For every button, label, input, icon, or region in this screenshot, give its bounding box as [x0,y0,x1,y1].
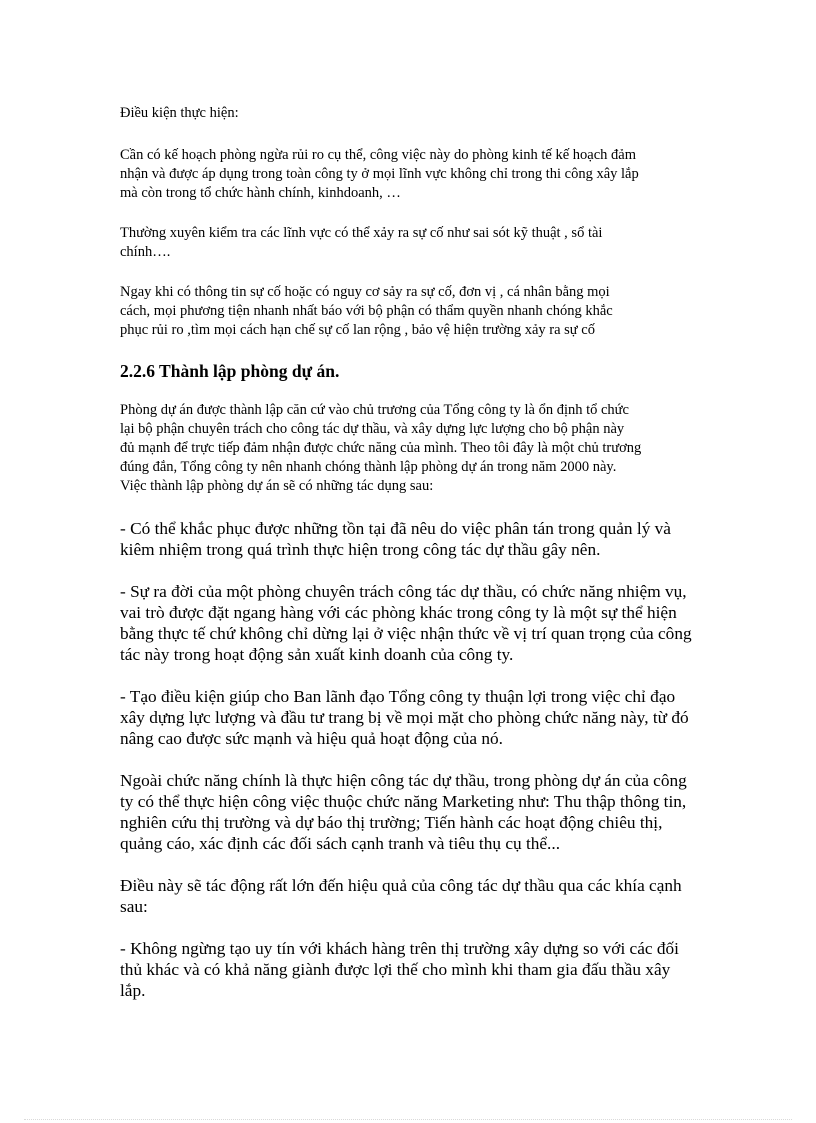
text-line: Điều kiện thực hiện: [120,105,239,121]
text-line: Ngay khi có thông tin sự cố hoặc có nguy cơ sảy ra sự cố, đơn vị , cá nhân bằng mọi [120,284,610,300]
paragraph-risk-plan [120,146,700,203]
text-line: quảng cáo, xác định các đối sách cạnh tranh và tiêu thụ cụ thể... [120,834,561,853]
text-line: Việc thành lập phòng dự án sẽ có những tác dụng sau: [120,478,434,494]
text-line: ty có thể thực hiện công việc thuộc chức năng Marketing như: Thu thập thông tin, [120,792,687,811]
page-bottom-divider [24,1119,792,1120]
paragraph-impact-intro [120,875,700,917]
paragraph-project-department [120,401,700,496]
paragraph-impact-1 [120,938,700,1001]
paragraph-marketing-functions [120,770,700,854]
text-line: lại bộ phận chuyên trách cho công tác dự thầu, và xây dựng lực lượng cho bộ phận này [120,421,625,437]
text-line: nhận và được áp dụng trong toàn công ty ở mọi lĩnh vực không chỉ trong thi công xây lắp [120,166,639,182]
text-line: nghiên cứu thị trường và dự báo thị trường; Tiến hành các hoạt động chiêu thị, [120,813,663,832]
text-line: mà còn trong tổ chức hành chính, kinhdoanh, … [120,185,401,201]
paragraph-benefit-3 [120,686,700,749]
text-line: lắp. [120,981,146,1000]
text-line: Phòng dự án được thành lập căn cứ vào chủ trương của Tổng công ty là ổn định tổ chức [120,402,629,418]
text-line: xây dựng lực lượng và đầu tư trang bị về mọi mặt cho phòng chức năng này, từ đó [120,708,689,727]
paragraph-regular-inspection [120,224,700,262]
text-line: tác này trong hoạt động sản xuất kinh doanh của công ty. [120,645,514,664]
text-line: kiêm nhiệm trong quá trình thực hiện trong công tác dự thầu gây nên. [120,540,601,559]
text-line: vai trò được đặt ngang hàng với các phòng khác trong công ty là một sự thể hiện [120,603,677,622]
text-line: đủ mạnh để trực tiếp đảm nhận được chức năng của mình. Theo tôi đây là một chủ trương [120,440,642,456]
text-line: sau: [120,897,148,916]
paragraph-benefit-1 [120,518,700,560]
text-line: - Tạo điều kiện giúp cho Ban lãnh đạo Tổng công ty thuận lợi trong việc chỉ đạo [120,687,676,706]
text-line: - Không ngừng tạo uy tín với khách hàng trên thị trường xây dựng so với các đối [120,939,679,958]
text-line: thủ khác và có khả năng giành được lợi thế cho mình khi tham gia đấu thầu xây [120,960,671,979]
section-heading: 2.2.6 Thành lập phòng dự án. [120,361,340,381]
text-line: phục rủi ro ,tìm mọi cách hạn chế sự cố lan rộng , bảo vệ hiện trường xảy ra sự cố [120,322,595,338]
paragraph-conditions-title [120,104,700,123]
text-line: Thường xuyên kiểm tra các lĩnh vực có thể xảy ra sự cố như sai sót kỹ thuật , sổ tài [120,225,603,241]
paragraph-incident-response [120,283,700,340]
text-line: Ngoài chức năng chính là thực hiện công tác dự thầu, trong phòng dự án của công [120,771,687,790]
text-line: Cần có kế hoạch phòng ngừa rủi ro cụ thể, công việc này do phòng kinh tế kế hoạch đảm [120,147,637,163]
text-line: - Sự ra đời của một phòng chuyên trách công tác dự thầu, có chức năng nhiệm vụ, [120,582,687,601]
paragraph-benefit-2 [120,581,700,665]
text-line: bằng thực tế chứ không chỉ dừng lại ở việc nhận thức về vị trí quan trọng của công [120,624,692,643]
text-line: chính…. [120,244,171,260]
text-line: Điều này sẽ tác động rất lớn đến hiệu quả của công tác dự thầu qua các khía cạnh [120,876,682,895]
text-line: cách, mọi phương tiện nhanh nhất báo với bộ phận có thẩm quyền nhanh chóng khắc [120,303,613,319]
text-line: đúng đắn, Tổng công ty nên nhanh chóng thành lập phòng dự án trong năm 2000 này. [120,459,617,475]
text-line: - Có thể khắc phục được những tồn tại đã nêu do việc phân tán trong quản lý và [120,519,671,538]
text-line: nâng cao được sức mạnh và hiệu quả hoạt động của nó. [120,729,503,748]
